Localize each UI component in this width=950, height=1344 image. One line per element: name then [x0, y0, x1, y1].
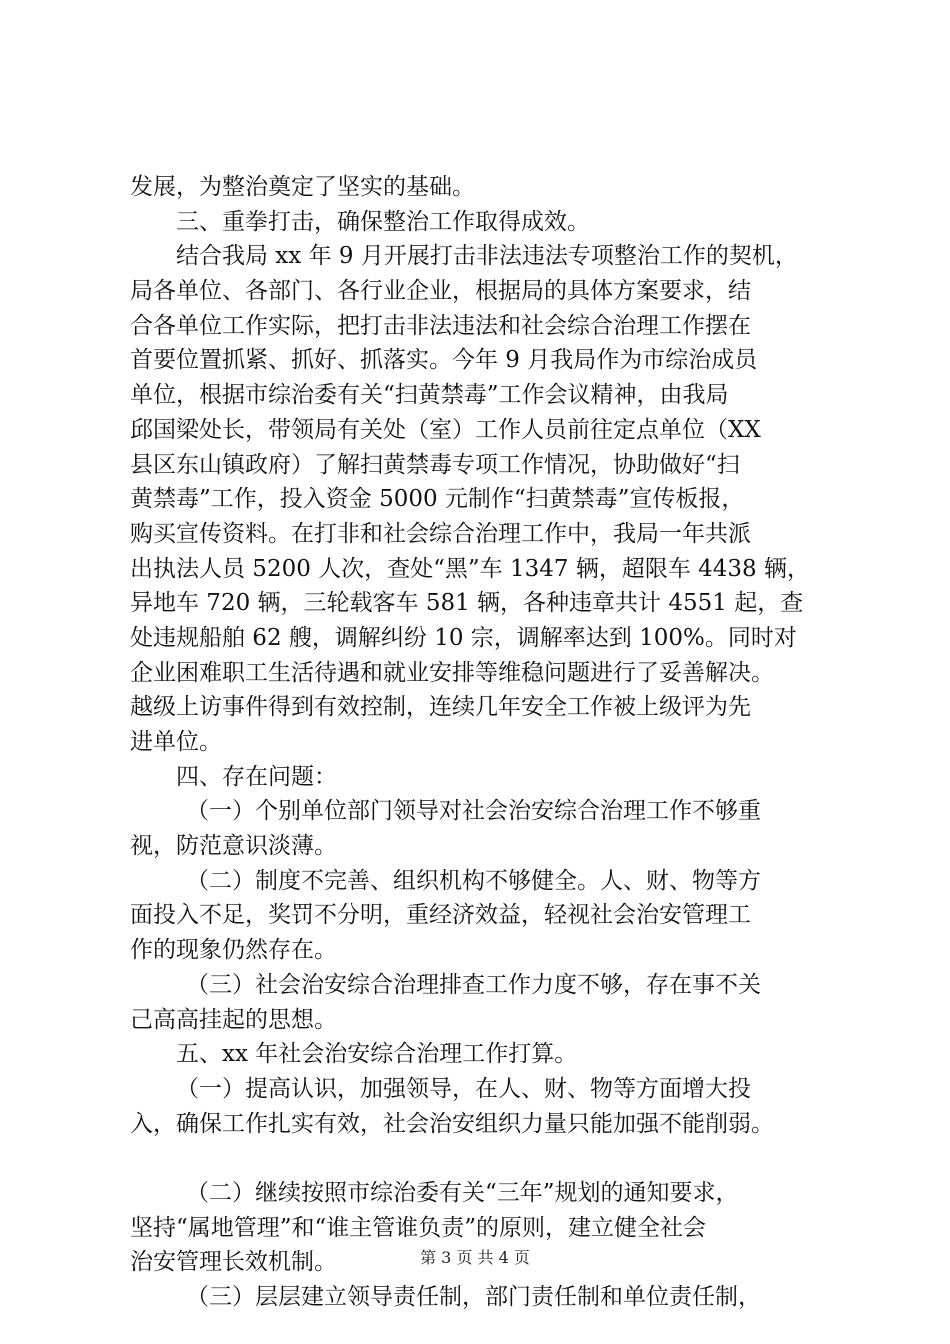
text-line: 县区东山镇政府）了解扫黄禁毒专项工作情况，协助做好“扫	[130, 451, 740, 478]
document-body	[130, 170, 840, 1315]
text-line: 面投入不足，奖罚不分明，重经济效益，轻视社会治安管理工	[130, 902, 751, 929]
text-line: 己高高挂起的思想。	[130, 1006, 337, 1033]
text-line: 结合我局 xx 年 9 月开展打击非法违法专项整治工作的契机，	[176, 243, 798, 270]
text-line: （一）个别单位部门领导对社会治安综合治理工作不够重	[186, 798, 761, 825]
page-footer: 第 3 页 共 4 页	[420, 1248, 530, 1267]
text-line: 邱国梁处长，带领局有关处（室）工作人员前往定点单位（XX	[130, 416, 761, 443]
text-line: 出执法人员 5200 人次，查处“黑”车 1347 辆，超限车 4438 辆，	[130, 555, 810, 582]
text-line: 视，防范意识淡薄。	[130, 833, 337, 860]
text-line: 单位，根据市综治委有关“扫黄禁毒”工作会议精神，由我局	[130, 382, 729, 409]
text-line: 三、重拳打击，确保整治工作取得成效。	[176, 208, 590, 235]
text-line: 入，确保工作扎实有效，社会治安组织力量只能加强不能削弱。	[130, 1110, 774, 1137]
text-line: 处违规船舶 62 艘，调解纠纷 10 宗，调解率达到 100%。同时对	[130, 624, 797, 651]
text-line: 首要位置抓紧、抓好、抓落实。今年 9 月我局作为市综治成员	[130, 347, 758, 374]
text-line: 企业困难职工生活待遇和就业安排等维稳问题进行了妥善解决。	[130, 659, 774, 686]
blank-line	[130, 1141, 840, 1176]
text-line: 治安管理长效机制。	[130, 1249, 337, 1276]
text-line: 坚持“属地管理”和“谁主管谁负责”的原则，建立健全社会	[130, 1214, 707, 1241]
text-line: 局各单位、各部门、各行业企业，根据局的具体方案要求，结	[130, 278, 751, 305]
text-line: （三）层层建立领导责任制，部门责任制和单位责任制，	[186, 1284, 761, 1310]
text-line: 四、存在问题：	[176, 763, 337, 790]
text-line: 购买宣传资料。在打非和社会综合治理工作中，我局一年共派	[130, 520, 751, 547]
text-line: （三）社会治安综合治理排查工作力度不够，存在事不关	[186, 971, 761, 998]
text-line: 作的现象仍然存在。	[130, 937, 337, 964]
text-line: 合各单位工作实际，把打击非法违法和社会综合治理工作摆在	[130, 312, 751, 339]
text-line: 五、xx 年社会治安综合治理工作打算。	[176, 1041, 578, 1068]
text-line: （二）制度不完善、组织机构不够健全。人、财、物等方	[186, 867, 761, 894]
text-line: 越级上访事件得到有效控制，连续几年安全工作被上级评为先	[130, 694, 751, 721]
text-line: 进单位。	[130, 729, 222, 755]
text-line: （二）继续按照市综治委有关“三年”规划的通知要求，	[186, 1179, 739, 1206]
text-line: 发展，为整治奠定了坚实的基础。	[130, 174, 475, 200]
text-line: （一）提高认识，加强领导，在人、财、物等方面增大投	[176, 1075, 751, 1102]
text-line: 黄禁毒”工作，投入资金 5000 元制作“扫黄禁毒”宣传板报，	[130, 486, 745, 513]
text-line: 异地车 720 辆，三轮载客车 581 辆，各种违章共计 4551 起，查	[130, 590, 804, 617]
